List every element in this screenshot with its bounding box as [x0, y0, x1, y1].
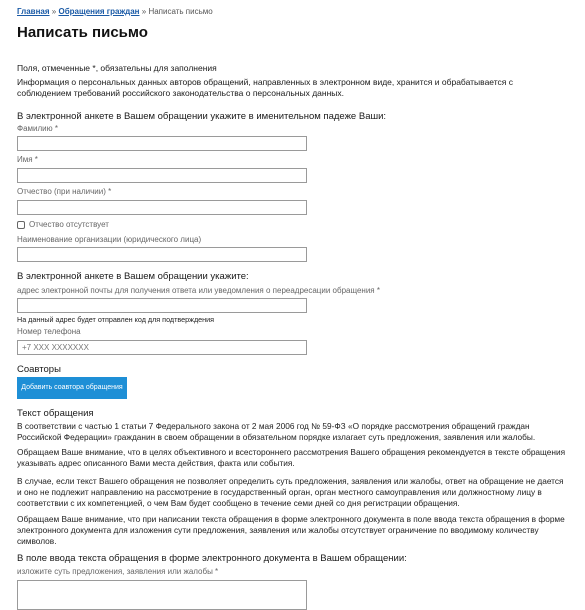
appeal-paragraph-4: Обращаем Ваше внимание, что при написании текста обращения в форме электронного документа в поле ввода текста обращения в форме электронного документа для изложения сути предложения, заявления или жалобы отсутствует ограничение по вводимому количеству символов. — [17, 514, 565, 546]
section-contacts-heading: В электронной анкете в Вашем обращении укажите: — [17, 271, 249, 282]
appeal-text-heading: Текст обращения — [17, 408, 94, 419]
appeal-paragraph-2: Обращаем Ваше внимание, что в целях объективного и всестороннего рассмотрения Вашего обращения рекомендуется в тексте обращения указывать адрес описанного Вами места действия, факта или события. — [17, 447, 566, 468]
appeal-paragraph-1: В соответствии с частью 1 статьи 7 Федерального закона от 2 мая 2006 год № 59-ФЗ «О порядке рассмотрения обращений граждан Российской Федерации» гражданин в своем обращении в обязательном порядке излагает суть предложения, заявления или жалобы. — [17, 421, 536, 442]
surname-input[interactable] — [17, 136, 307, 151]
phone-label: Номер телефона — [17, 327, 81, 336]
surname-label: Фамилию * — [17, 124, 58, 133]
breadcrumb — [17, 7, 213, 16]
email-note: На данный адрес будет отправлен код для подтверждения — [17, 315, 215, 324]
coauthors-heading: Соавторы — [17, 364, 61, 375]
add-coauthor-button[interactable]: Добавить соавтора обращения — [17, 377, 127, 399]
patronymic-label: Отчество (при наличии) * — [17, 187, 112, 196]
section-name-heading: В электронной анкете в Вашем обращении укажите в именительном падеже Ваши: — [17, 111, 387, 122]
privacy-note: Информация о персональных данных авторов обращений, направленных в электронном виде, хранится и обрабатывается с соблюдением требований российского законодательства о персональных данных. — [17, 77, 514, 98]
breadcrumb-separator: » — [141, 7, 147, 16]
organization-input[interactable] — [17, 247, 307, 262]
no-patronymic-label: Отчество отсутствует — [29, 220, 109, 229]
name-input[interactable] — [17, 168, 307, 183]
name-label: Имя * — [17, 155, 38, 164]
appeal-paragraph-3: В случае, если текст Вашего обращения не позволяет определить суть предложения, заявления или жалобы, ответ на обращение не дается и оно не подлежит направлению на рассмотрение в государственный орган, орган местного самоуправления или должностному лицу в соответствии с их компетенцией, о чем Вам будет сообщено в течение семи дней со дня регистрации обращения. — [17, 476, 564, 508]
appeal-text-label: изложите суть предложения, заявления или жалобы * — [17, 567, 219, 576]
phone-input[interactable]: +7 XXX XXXXXXX — [17, 340, 307, 355]
no-patronymic-checkbox[interactable] — [17, 221, 25, 229]
patronymic-input[interactable] — [17, 200, 307, 215]
email-input[interactable] — [17, 298, 307, 313]
required-note: Поля, отмеченные *, обязательны для заполнения — [17, 63, 217, 73]
breadcrumb-appeals-link[interactable]: Обращения граждан — [58, 7, 140, 16]
breadcrumb-separator: » — [51, 7, 57, 16]
appeal-text-input[interactable] — [17, 580, 307, 610]
organization-label: Наименование организации (юридического лица) — [17, 235, 202, 244]
section-text-input-heading: В поле ввода текста обращения в форме электронного документа в Вашем обращении: — [17, 553, 407, 564]
breadcrumb-home-link[interactable]: Главная — [17, 7, 50, 16]
page-title: Написать письмо — [17, 24, 148, 41]
email-label: адрес электронной почты для получения ответа или уведомления о переадресации обращения * — [17, 286, 380, 295]
breadcrumb-current: Написать письмо — [148, 7, 213, 16]
